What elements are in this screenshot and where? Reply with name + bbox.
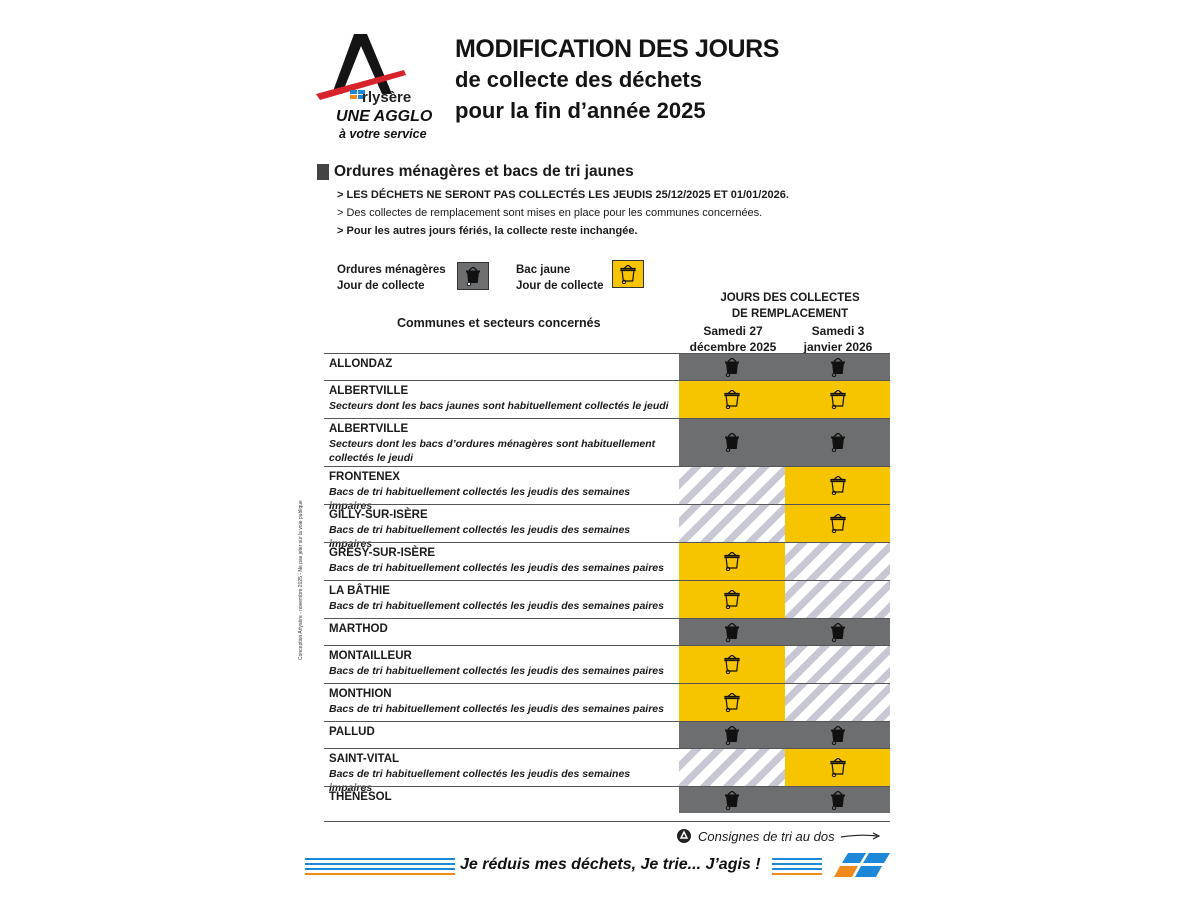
- header-jours-line-1: JOURS DES COLLECTES: [720, 292, 860, 304]
- commune-sector: Bacs de tri habituellement collectés les jeudis des semaines impaires: [329, 524, 631, 550]
- table-row: [324, 466, 890, 512]
- yellow-bin-icon: [724, 655, 740, 674]
- header-date-1-line-2: décembre 2025: [689, 340, 777, 354]
- yellow-bin-icon: [724, 552, 740, 571]
- yellow-bin-icon: [620, 265, 636, 284]
- table-row: [324, 353, 890, 380]
- collection-cell-date-2: [785, 646, 890, 683]
- table-row: [324, 721, 890, 748]
- commune-name: FRONTENEX: [329, 471, 400, 483]
- page-title: [455, 34, 779, 126]
- header-jours-line-2: DE REMPLACEMENT: [731, 308, 849, 320]
- note-item: > LES DÉCHETS NE SERONT PAS COLLECTÉS LES JEUDIS 25/12/2025 ET 01/01/2026.: [337, 189, 789, 201]
- row-label: [329, 583, 674, 613]
- yellow-bin-icon: [830, 514, 846, 533]
- row-label: [329, 724, 674, 740]
- legend-om-text: [337, 262, 446, 294]
- consignes-text: Consignes de tri au dos: [698, 828, 835, 844]
- commune-sector: Bacs de tri habituellement collectés les jeudis des semaines impaires: [329, 486, 631, 512]
- collection-cell-date-2: [785, 381, 890, 418]
- side-credit: Conception Arlysère - novembre 2025 - Ne pas jeter sur la voie publique: [298, 500, 304, 660]
- collection-cell-date-2: [785, 581, 890, 618]
- commune-sector: Bacs de tri habituellement collectés les jeudis des semaines impaires: [329, 768, 631, 794]
- black-bin-icon: [830, 791, 846, 810]
- title-line-1: MODIFICATION DES JOURS: [455, 35, 780, 63]
- legend-om-swatch: [457, 262, 489, 290]
- recycle-icon: [676, 828, 692, 844]
- collection-cell-date-1: [679, 749, 785, 786]
- header-jours: [705, 290, 875, 322]
- table-bottom-line: [324, 821, 890, 822]
- collection-cell-date-2: [785, 505, 890, 542]
- title-line-2: de collecte des déchets: [455, 67, 702, 92]
- collection-cell-date-1: [679, 381, 785, 418]
- logo-agglo: UNE AGGLO: [336, 108, 433, 125]
- black-bin-icon: [830, 433, 846, 452]
- collection-cell-date-1: [679, 646, 785, 683]
- commune-sector: Bacs de tri habituellement collectés les jeudis des semaines paires: [329, 562, 664, 574]
- collection-cell-date-2: [785, 722, 890, 748]
- commune-sector: Secteurs dont les bacs d’ordures ménagères sont habituellement collectés le jeudi: [329, 438, 656, 464]
- note-item: > Pour les autres jours fériés, la collecte reste inchangée.: [337, 225, 638, 237]
- row-label: [329, 356, 674, 372]
- commune-name: GILLY-SUR-ISÈRE: [329, 509, 428, 521]
- collection-cell-date-1: [679, 619, 785, 645]
- header-date-2: [787, 323, 889, 355]
- commune-name: GRÉSY-SUR-ISÈRE: [329, 547, 436, 559]
- yellow-bin-icon: [724, 590, 740, 609]
- row-label: [329, 545, 674, 575]
- table-row: [324, 542, 890, 580]
- section-heading: [317, 163, 634, 181]
- legend-bj-line-2: Jour de collecte: [516, 280, 604, 292]
- row-label: [329, 383, 674, 413]
- legend-bj-line-1: Bac jaune: [516, 264, 571, 276]
- collection-cell-date-2: [785, 684, 890, 721]
- footer: [300, 850, 900, 882]
- legend-bj-swatch: [612, 260, 644, 288]
- table-row: [324, 618, 890, 645]
- table-row: [324, 786, 890, 813]
- header-date-1-line-1: Samedi 27: [703, 324, 763, 338]
- commune-sector: Secteurs dont les bacs jaunes sont habituellement collectés le jeudi: [329, 400, 669, 412]
- collection-cell-date-1: [679, 354, 785, 380]
- commune-name: MARTHOD: [329, 623, 388, 635]
- collection-cell-date-1: [679, 505, 785, 542]
- collection-cell-date-2: [785, 354, 890, 380]
- collection-cell-date-1: [679, 684, 785, 721]
- row-label: [329, 621, 674, 637]
- section-square-icon: [317, 164, 329, 180]
- notes-list: [337, 186, 789, 240]
- commune-name: THÉNÉSOL: [329, 791, 392, 803]
- black-bin-icon: [724, 726, 740, 745]
- commune-name: ALBERTVILLE: [329, 423, 409, 435]
- collection-cell-date-2: [785, 543, 890, 580]
- commune-sector: Bacs de tri habituellement collectés les jeudis des semaines paires: [329, 665, 664, 677]
- yellow-bin-icon: [830, 476, 846, 495]
- arrow-right-icon: [841, 831, 881, 841]
- black-bin-icon: [724, 791, 740, 810]
- commune-name: LA BÂTHIE: [329, 585, 390, 597]
- title-line-3: pour la fin d’année 2025: [455, 98, 706, 123]
- collection-cell-date-1: [679, 543, 785, 580]
- collection-cell-date-2: [785, 749, 890, 786]
- commune-name: ALLONDAZ: [329, 358, 393, 370]
- arlysere-logo: [312, 32, 438, 144]
- black-bin-icon: [830, 358, 846, 377]
- collection-cell-date-1: [679, 787, 785, 813]
- header-date-2-line-1: Samedi 3: [811, 324, 865, 338]
- table-row: [324, 748, 890, 794]
- commune-name: MONTAILLEUR: [329, 650, 412, 662]
- commune-name: ALBERTVILLE: [329, 385, 409, 397]
- legend-om-line-1: Ordures ménagères: [337, 264, 446, 276]
- commune-name: MONTHION: [329, 688, 392, 700]
- collection-cell-date-2: [785, 787, 890, 813]
- collection-cell-date-1: [679, 419, 785, 466]
- header-date-2-line-2: janvier 2026: [803, 340, 873, 354]
- collection-cell-date-1: [679, 467, 785, 504]
- table-row: [324, 683, 890, 721]
- row-label: [329, 648, 674, 678]
- table-row: [324, 504, 890, 550]
- black-bin-icon: [724, 358, 740, 377]
- yellow-bin-icon: [724, 390, 740, 409]
- footer-slogan: Je réduis mes déchets, Je trie... J’agis !: [460, 856, 761, 873]
- logo-service: à votre service: [339, 127, 427, 141]
- commune-sector: Bacs de tri habituellement collectés les jeudis des semaines paires: [329, 703, 664, 715]
- flyer: [300, 20, 900, 890]
- commune-sector: Bacs de tri habituellement collectés les jeudis des semaines paires: [329, 600, 664, 612]
- collection-cell-date-2: [785, 467, 890, 504]
- commune-name: PALLUD: [329, 726, 375, 738]
- header-date-1: [680, 323, 786, 355]
- collection-cell-date-2: [785, 419, 890, 466]
- table-row: [324, 380, 890, 418]
- legend-bj-text: [516, 262, 604, 294]
- black-bin-icon: [830, 726, 846, 745]
- black-bin-icon: [724, 433, 740, 452]
- row-label: [329, 686, 674, 716]
- yellow-bin-icon: [724, 693, 740, 712]
- section-heading-text: Ordures ménagères et bacs de tri jaunes: [334, 163, 634, 180]
- table-row: [324, 418, 890, 466]
- row-label: [329, 421, 674, 465]
- row-label: [329, 789, 674, 805]
- black-bin-icon: [830, 623, 846, 642]
- commune-name: SAINT-VITAL: [329, 753, 400, 765]
- consignes-note: [676, 828, 881, 844]
- yellow-bin-icon: [830, 758, 846, 777]
- logo-brand: rlysère: [362, 89, 412, 106]
- header-communes: Communes et secteurs concernés: [397, 316, 601, 330]
- legend-om-line-2: Jour de collecte: [337, 280, 425, 292]
- black-bin-icon: [724, 623, 740, 642]
- table-row: [324, 580, 890, 618]
- note-item: > Des collectes de remplacement sont mises en place pour les communes concernées.: [337, 207, 763, 219]
- collection-cell-date-1: [679, 581, 785, 618]
- table-row: [324, 645, 890, 683]
- collection-cell-date-1: [679, 722, 785, 748]
- black-bin-icon: [465, 267, 481, 286]
- yellow-bin-icon: [830, 390, 846, 409]
- collection-cell-date-2: [785, 619, 890, 645]
